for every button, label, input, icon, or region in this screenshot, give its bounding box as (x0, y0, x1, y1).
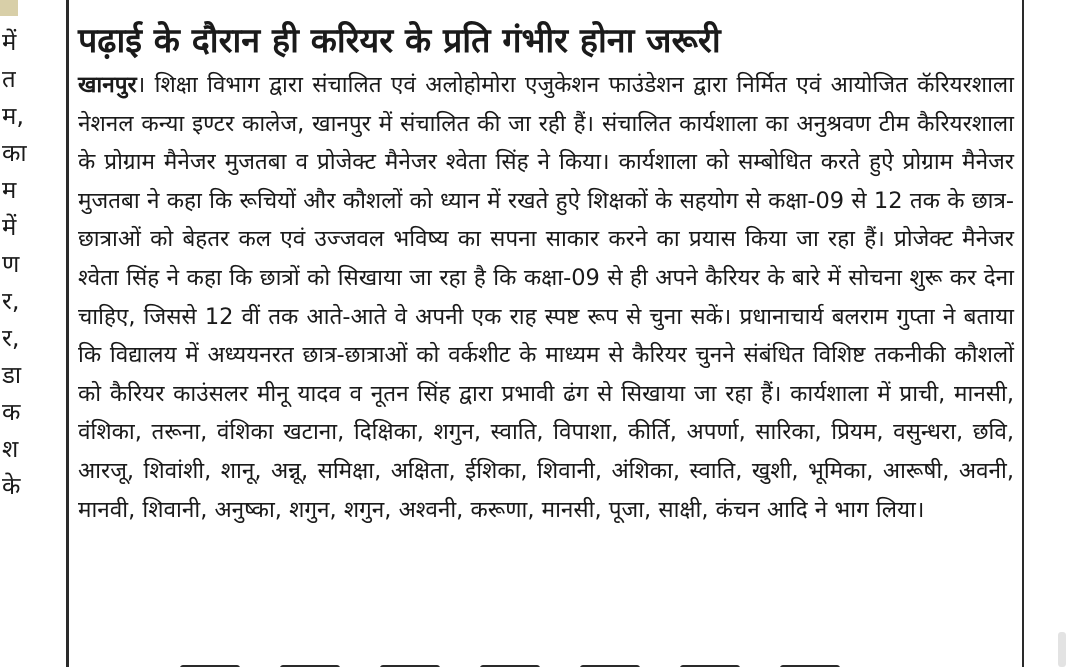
column-fragment-text: के (2, 472, 21, 500)
scrollbar-thumb[interactable] (1058, 632, 1066, 667)
column-fragment-text: श (2, 435, 19, 463)
column-divider-right (1022, 0, 1024, 667)
column-fragment-text: ण (2, 250, 20, 278)
adjacent-column-fragments (0, 0, 62, 667)
news-article (78, 18, 1014, 529)
article-body-text: । शिक्षा विभाग द्वारा संचालित एवं अलोहोमोरा एजुकेशन फाउंडेशन द्वारा निर्मित एवं आयोजित कॅरियरशाला नेशनल कन्या इण्टर कालेज, खानपुर में संचालित की जा रही हैं। संचालित कार्यशाला का अनुश्रवण टीम कैरियरशाला के प्रोग्राम मैनेजर मुजतबा व प्रोजेक्ट मैनेजर श्वेता सिंह ने किया। कार्यशाला को सम्बोधित करते हुऐ प्रोग्राम मैनेजर मुजतबा ने कहा कि रूचियों और कौशलों को ध्यान में रखते हुऐ शिक्षकों के सहयोग से कक्षा-09 से 12 तक के छात्र-छात्राओं को बेहतर कल एवं उज्जवल भविष्य का सपना साकार करने का प्रयास किया जा रहा हैं। प्रोजेक्ट मैनेजर श्वेता सिंह ने कहा कि छात्रों को सिखाया जा रहा है कि कक्षा-09 से ही अपने कैरियर के बारे में सोचना शुरू कर देना चाहिए, जिससे 12 वीं तक आते-आते वे अपनी एक राह स्पष्ट रूप से चुना सकें। प्रधानाचार्य बलराम गुप्ता ने बताया कि विद्यालय में अध्ययनरत छात्र-छात्राओं को वर्कशीट के माध्यम से कैरियर चुनने संबंधित विशिष्ट तकनीकी कौशलों को कैरियर काउंसलर मीनू यादव व नूतन सिंह द्वारा प्रभावी ढंग से सिखाया जा रहा हैं। कार्यशाला में प्राची, मानसी, वंशिका, तरूना, वंशिका खटाना, दिक्षिका, शगुन, स्वाति, विपाशा, कीर्ति, अपर्णा, सारिका, प्रियम, वसुन्धरा, छवि, आरजू, शिवांशी, शानू, अन्नू, समिक्षा, अक्षिता, ईशिका, शिवानी, अंशिका, स्वाति, खुशी, भूमिका, आरूषी, अवनी, मानवी, शिवानी, अनुष्का, शगुन, शगुन, अश्वनी, करूणा, मानसी, पूजा, साक्षी, कंचन आदि ने भाग लिया। (78, 72, 1014, 523)
column-fragment-text: क (2, 398, 21, 426)
column-divider-left (66, 0, 69, 667)
column-fragment-text: में (2, 213, 17, 241)
column-fragment-text: त (2, 65, 16, 93)
column-fragment-text: में (2, 28, 17, 56)
ornament-fragment (0, 0, 18, 16)
column-fragment-text: म (2, 176, 17, 204)
article-dateline: खानपुर (78, 72, 137, 98)
next-headline-fragment (180, 656, 980, 667)
column-fragment-text: म, (2, 102, 24, 130)
article-body (78, 66, 1014, 529)
column-fragment-text: डा (2, 361, 22, 389)
column-fragment-text: र, (2, 324, 20, 352)
column-fragment-text: र, (2, 287, 20, 315)
article-headline: पढ़ाई के दौरान ही करियर के प्रति गंभीर होना जरूरी (78, 21, 721, 61)
column-fragment-text: का (2, 139, 27, 167)
